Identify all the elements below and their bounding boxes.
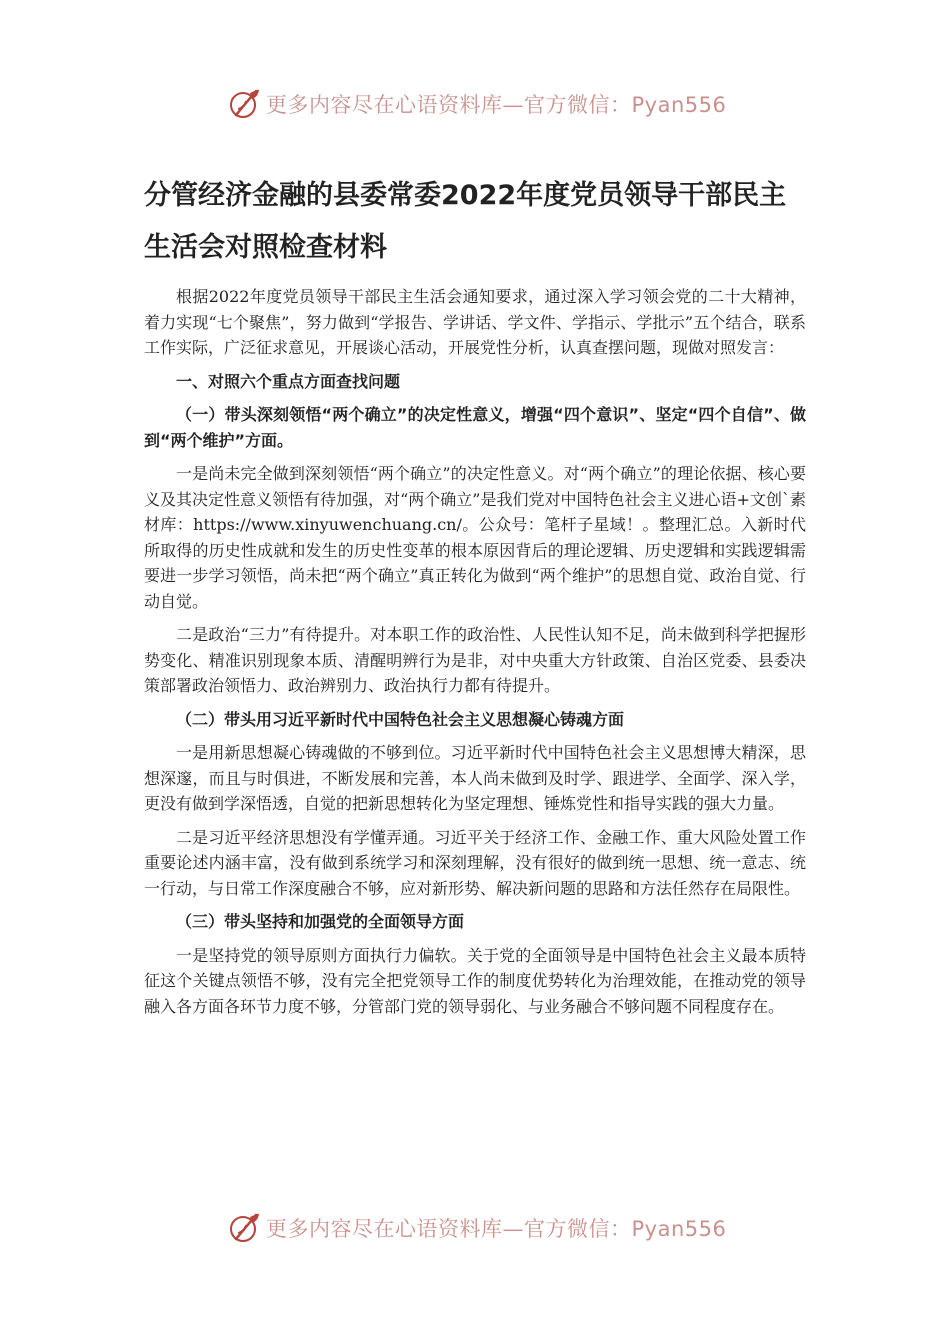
intro-paragraph: 根据2022年度党员领导干部民主生活会通知要求，通过深入学习领会党的二十大精神，着力实现“七个聚焦”，努力做到“学报告、学讲话、学文件、学指示、学批示”五个结合，联系工作实际，广泛征求意见，开展谈心活动，开展党性分析，认真查摆问题，现做对照发言： — [144, 287, 806, 357]
paragraph: 一是用新思想凝心铸魂做的不够到位。习近平新时代中国特色社会主义思想博大精深，思想深邃，而且与时俱进，不断发展和完善，本人尚未做到及时学、跟进学、全面学、深入学，更没有做到学深悟透，自觉的把新思想转化为坚定理想、锤炼党性和指导实践的强大力量。 — [144, 743, 806, 813]
subsection-heading-2: （二）带头用习近平新时代中国特色社会主义思想凝心铸魂方面 — [176, 709, 625, 729]
footer-watermark — [228, 1210, 748, 1246]
paragraph: 一是尚未完全做到深刻领悟“两个确立”的决定性意义。对“两个确立”的理论依据、核心要义及其决定性意义领悟有待加强，对“两个确立”是我们党对中国特色社会主义进心语+文创`素材库：https://www.xinyuwenchuang.cn/。公众号：笔杆子星域！。整理汇总。入新时代所取得的历史性成就和发生的历史性变革的根本原因背后的理论逻辑、历史逻辑和实践逻辑需要进一步学习领悟，尚未把“两个确立”真正转化为做到“两个维护”的思想自觉、政治自觉、行动自觉。 — [144, 464, 806, 611]
watermark-text — [266, 89, 726, 119]
section-heading: 一、对照六个重点方面查找问题 — [176, 371, 401, 391]
watermark-label: 更多内容尽在心语资料库—官方微信： — [266, 1217, 632, 1241]
paragraph: 二是习近平经济思想没有学懂弄通。习近平关于经济工作、金融工作、重大风险处置工作重要论述内涵丰富，没有做到系统学习和深刻理解，没有很好的做到统一思想、统一意志、统一行动，与日常工作深度融合不够，应对新形势、解决新问题的思路和方法任然存在局限性。 — [144, 827, 806, 898]
watermark-text — [266, 1213, 726, 1243]
watermark-wechat-id: Pyan556 — [631, 1217, 727, 1241]
header-watermark — [228, 86, 748, 122]
document-body — [144, 284, 806, 1027]
watermark-wechat-id: Pyan556 — [631, 93, 727, 117]
quill-logo-icon — [228, 87, 262, 121]
subsection-heading-1: （一）带头深刻领悟“两个确立”的决定性意义，增强“四个意识”、坚定“四个自信”、做到“两个维护”方面。 — [144, 405, 806, 450]
quill-logo-icon — [228, 1211, 262, 1245]
watermark-label: 更多内容尽在心语资料库—官方微信： — [266, 93, 632, 117]
paragraph: 一是坚持党的领导原则方面执行力偏软。关于党的全面领导是中国特色社会主义最本质特征这个关键点领悟不够，没有完全把党领导工作的制度优势转化为治理效能，在推动党的领导融入各方面各环节力度不够，分管部门党的领导弱化、与业务融合不够问题不同程度存在。 — [144, 945, 806, 1016]
document-title: 分管经济金融的县委常委2022年度党员领导干部民主生活会对照检查材料 — [144, 180, 787, 263]
subsection-heading-3: （三）带头坚持和加强党的全面领导方面 — [176, 912, 465, 931]
paragraph: 二是政治“三力”有待提升。对本职工作的政治性、人民性认知不足，尚未做到科学把握形势变化、精准识别现象本质、清醒明辨行为是非，对中央重大方针政策、自治区党委、县委决策部署政治领悟力、政治辨别力、政治执行力都有待提升。 — [144, 625, 806, 695]
